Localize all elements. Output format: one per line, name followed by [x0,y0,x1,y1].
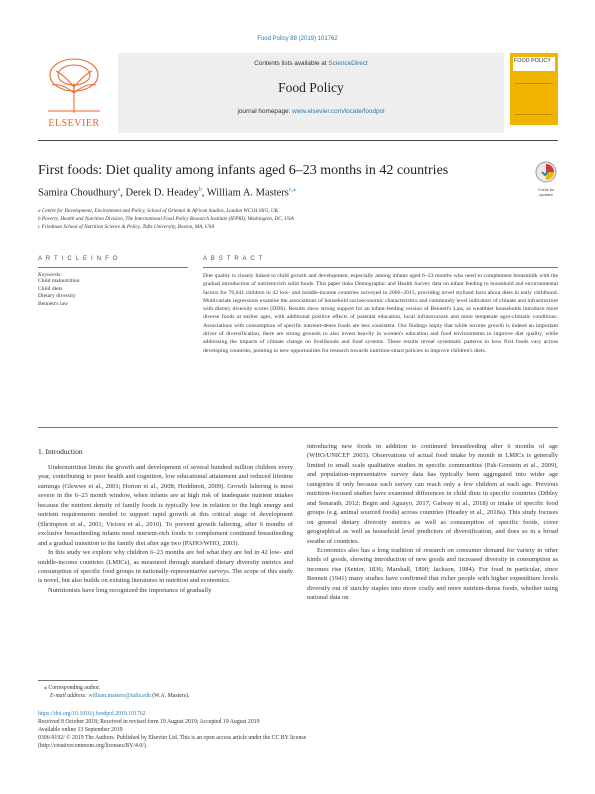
received-dates: Received 8 October 2018; Received in revised form 19 August 2019; Accepted 19 August 2019 [38,719,260,725]
footnote-rule [38,680,98,681]
doi-link[interactable]: https://doi.org/10.1016/j.foodpol.2019.101762 [38,711,146,717]
crossmark-line2: updates [539,192,553,197]
sciencedirect-link[interactable]: ScienceDirect [328,60,368,67]
author-name[interactable]: Derek D. Headey [125,187,199,199]
elsevier-tree-logo [38,53,110,127]
homepage-line [118,108,504,115]
email-label: E-mail address: [50,693,89,699]
paragraph: In this study we explore why children 6–23 months are fed what they are fed in 42 low- and middle-income countries (LMICs), as measured through standard dietary diversity metrics and consumption of specific food groups in nationally-representative surveys. The scope of this study is novel, but also builds on existing literatures in nutrition and economics. [38,549,293,585]
homepage-prefix: journal homepage: [237,108,293,115]
cover-decoration [515,83,553,115]
abstract-heading: A B S T R A C T [203,256,264,262]
paper-title: First foods: Diet quality among infants aged 6–23 months in 42 countries [38,163,449,178]
email-link[interactable]: william.masters@tufts.edu [88,693,151,699]
keywords-block [38,272,188,308]
email-line [44,692,344,700]
body-column-right [307,442,558,603]
crossmark-icon [534,160,558,184]
keyword: Bennett's law [38,300,69,307]
article-info-rule [38,267,188,268]
crossmark-line1: Check for [537,188,555,192]
paragraph: introducing new foods in addition to continued breastfeeding after 6 months of age (WHO/UNICEF 2003). Observations of actual food intake by month in LMICs is generally limited to small scale qualitative studies in specific communities (Pak-Gorstein et al., 2009), and population-representative survey data has typically been aggregated into wider age categories if only because each survey can reach only a few children at each age. Previous nutrition-focused studies have examined differences in child diets in specific countries (Dibley and Senarath, 2012; Begin and Aguayo, 2017; Galway et al., 2018) or intake of specific food groups (e.g. animal sourced foods) across countries (Headey et al., 2018a). This study focuses on general dietary diversity metrics as well as consumption of specific foods, cover geographical as well as household level predictors of diversification, and does so in a broad swathe of countries. [307,443,558,545]
footnote [44,684,344,700]
affiliations [38,207,508,231]
contents-prefix: Contents lists available at [254,60,329,67]
license-url[interactable]: (http://creativecommons.org/licenses/BY/4.0/). [38,743,148,749]
paragraph: Nutritionists have long recognized the importance of gradually [48,586,212,594]
article-metadata [38,710,558,750]
keyword: Child malnutrition [38,278,80,284]
paragraph: Undernutrition limits the growth and development of several hundred million children every year, contributing to poor health and cognition, low educational attainment and reduced lifetime earnings (Glewwe et al., 2001; Horton et al., 2008; Hoddinott, 2009). Growth faltering is most severe in the 6–23 month window, when infants are at high risk of inadequate nutrient intakes because the nutrient density of family foods is typically low in relation to the high energy and nutrient requirements needed to support rapid growth at this critical stage of development (Shrimpton et al., 2001; Victora et al., 2010). To prevent growth faltering, after 6 months of exclusive breastfeeding infants need nutrient-rich foods to complement continued breastfeeding and a gradual transition to the family diet after age two (PAHO/WHO, 2003). [38,464,293,547]
author-affil-mark[interactable]: b [198,187,202,193]
abstract-text: Diet quality is closely linked to child growth and development, especially among infants aged 6–23 months who need to complement breastmilk with the gradual introduction of nutrient-rich solid foods. This paper links Demographic and Health Survey data on infant feeding to household and environmental factors for 76,641 children in 42 low- and middle-income countries surveyed in 2006–2013, providing novel stylized facts about diets in early childhood. Multivariate regressions examine the associations of household socioeconomic characteristics and community level indicators of climate and infrastructure with dietary diversity scores (DDS). Results show strong support for an infant-feeding version of Bennett's Law, as wealthier households introduce more diverse foods at earlier ages, with additional positive effects of parental education, local infrastructure and more temperate agro-climatic conditions. Associations with consumption of specific nutrient-dense foods are less consistent. Our findings imply that while income growth is indeed an important driver of diversification, there are strong grounds to also invest heavily in women's education and food environments to improve diet quality, while addressing the impacts of climate change on livelihoods and food systems. These results reveal systematic patterns in how first foods vary across developing countries, pointing to new opportunities for research towards nutrition-smart policies to improve children's diets. [203,273,558,354]
keywords-label: Keywords: [38,272,63,278]
cover-title: FOOD POLICY [513,57,555,71]
journal-reference[interactable]: Food Policy 88 (2019) 101762 [257,36,338,42]
author-name[interactable]: William A. Masters [206,187,289,199]
homepage-link[interactable]: www.elsevier.com/locate/foodpol [292,108,385,115]
keyword: Child diets [38,285,63,292]
available-online: Available online 13 September 2019 [38,727,123,733]
corresponding-author-note: ⁎ Corresponding author. [44,685,101,691]
affiliation: a Centre for Development, Environment and Policy, School of Oriental & African Studies, London WC1H 0XG, UK [38,208,279,214]
journal-cover [510,53,558,125]
author-list: Samira Choudhury$^a$, Derek D. Headey$^b$, William A. Masters$^{c,⁎}$ [38,187,297,199]
abstract-bottom-rule [38,427,558,428]
abstract-rule [203,267,558,268]
author-affil-mark[interactable]: a [117,187,121,193]
paragraph: Economics also has a long tradition of research on consumer demand for variety in other kinds of goods, showing introduction of new goods and increased diversity in consumption as incomes rise (Senior, 1836; Marshall, 1890; Jackson, 1984). For food in particular, since Bennett (1941) many studies have confirmed that richer people with higher expenditure levels diversify out of starchy staples into more costly and more nutrient-dense foods, whether using national data on [307,546,558,602]
affiliation: b Poverty, Health and Nutrition Division, The International Food Policy Research Institute (IFPRI), Washington, DC, USA [38,216,294,222]
keyword: Dietary diversity [38,293,76,300]
header-rule [38,140,558,141]
journal-header [118,60,504,115]
author-name[interactable]: Samira Choudhury [38,187,118,199]
email-suffix: (W.A. Masters). [150,693,190,699]
section-heading-introduction: 1. Introduction [38,447,83,456]
body-column-left [38,463,293,595]
contents-line [118,60,504,67]
check-for-updates-badge[interactable] [534,160,558,196]
article-info-heading: A R T I C L E I N F O [38,256,119,262]
author-affil-mark[interactable]: c,⁎ [288,187,297,193]
journal-title: Food Policy [278,80,344,95]
elsevier-wordmark: ELSEVIER [48,118,100,129]
copyright-line: 0306-9192/ © 2019 The Authors. Published by Elsevier Ltd. This is an open access article under the CC BY license [38,735,307,741]
affiliation: c Friedman School of Nutrition Science & Policy, Tufts University, Boston, MA, USA [38,224,215,230]
